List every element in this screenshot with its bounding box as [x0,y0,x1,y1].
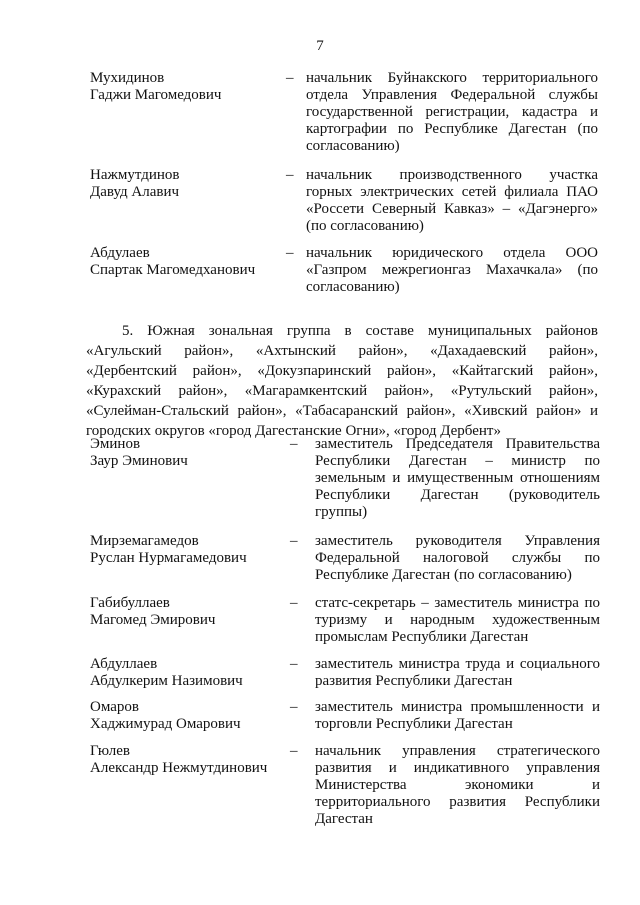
position-line: Республики Дагестан – министр по [315,453,600,469]
member-given-name: Александр Нежмутдинович [90,760,268,776]
dash-separator: – [290,533,298,549]
member-name [90,699,280,733]
position-line: заместитель министра промышленности и [315,699,600,715]
dash-separator: – [286,70,294,86]
member-position [315,533,600,584]
member-surname: Абдулаев [90,245,150,261]
position-line: «Россети Северный Кавказ» – «Дагэнерго» [306,201,598,217]
position-line: согласованию) [306,279,400,295]
member-name [90,595,280,629]
member-position [315,595,600,646]
section-line: «Сулейман-Стальский район», «Табасаранский район», «Хивский район» и [86,403,598,419]
position-line: отдела Управления Федеральной службы [306,87,598,103]
position-line: начальник Буйнакского территориального [306,70,598,86]
position-line: торговли Республики Дагестан [315,716,513,732]
position-line: развития и индикативного управления [315,760,600,776]
position-line: туризму и народным художественным [315,612,600,628]
position-line: промыслам Республики Дагестан [315,629,529,645]
member-name [90,533,280,567]
member-surname: Эминов [90,436,141,452]
position-line: Федеральной налоговой службы по [315,550,600,566]
position-line: начальник управления стратегического [315,743,600,759]
position-line: согласованию) [306,138,400,154]
position-line: Дагестан [315,811,373,827]
member-surname: Абдуллаев [90,656,158,672]
section-heading [86,321,598,441]
member-position [315,699,600,733]
member-surname: Нажмутдинов [90,167,180,183]
position-line: заместитель министра труда и социального [315,656,600,672]
member-position [306,167,598,235]
dash-separator: – [290,436,298,452]
member-given-name: Гаджи Магомедович [90,87,222,103]
section-line: «Курахский район», «Магарамкентский район», «Рутульский район», [86,383,598,399]
section-line: «Дербентский район», «Докузпаринский район», «Кайтагский район», [86,363,598,379]
dash-separator: – [290,656,298,672]
dash-separator: – [286,245,294,261]
position-line: статс-секретарь – заместитель министра по [315,595,600,611]
member-given-name: Абдулкерим Назимович [90,673,243,689]
position-line: (по согласованию) [306,218,424,234]
member-given-name: Магомед Эмирович [90,612,216,628]
member-name [90,70,280,104]
member-name [90,436,280,470]
position-line: территориального развития Республики [315,794,600,810]
member-given-name: Спартак Магомедханович [90,262,256,278]
member-surname: Габибуллаев [90,595,170,611]
member-given-name: Заур Эминович [90,453,188,469]
position-line: горных электрических сетей филиала ПАО [306,184,598,200]
section-line: 5. Южная зональная группа в составе муниципальных районов [122,323,598,339]
position-line: государственной регистрации, кадастра и [306,104,598,120]
dash-separator: – [286,167,294,183]
position-line: заместитель Председателя Правительства [315,436,600,452]
position-line: заместитель руководителя Управления [315,533,600,549]
position-line: «Газпром межрегионгаз Махачкала» (по [306,262,598,278]
dash-separator: – [290,595,298,611]
member-surname: Гюлев [90,743,130,759]
position-line: картографии по Республике Дагестан (по [306,121,598,137]
dash-separator: – [290,743,298,759]
position-line: развития Республики Дагестан [315,673,513,689]
member-surname: Мирземагамедов [90,533,199,549]
member-given-name: Давуд Алавич [90,184,180,200]
position-line: начальник производственного участка [306,167,598,183]
section-line: городских округов «город Дагестанские Огни», «город Дербент» [86,423,501,439]
position-line: Республики Дагестан (руководитель [315,487,600,503]
member-position [315,743,600,828]
member-name [90,656,280,690]
member-position [306,70,598,155]
position-line: Министерства экономики и [315,777,600,793]
member-surname: Омаров [90,699,139,715]
position-line: начальник юридического отдела ООО [306,245,598,261]
member-surname: Мухидинов [90,70,165,86]
member-position [315,436,600,521]
member-given-name: Руслан Нурмагамедович [90,550,247,566]
member-name [90,245,280,279]
member-position [315,656,600,690]
position-line: группы) [315,504,368,520]
dash-separator: – [290,699,298,715]
page-number: 7 [316,38,324,54]
member-name [90,167,280,201]
member-position [306,245,598,296]
member-name [90,743,280,777]
section-line: «Агульский район», «Ахтынский район», «Дахадаевский район», [86,343,598,359]
position-line: Республике Дагестан (по согласованию) [315,567,572,583]
member-given-name: Хаджимурад Омарович [90,716,241,732]
position-line: земельным и имущественным отношениям [315,470,600,486]
